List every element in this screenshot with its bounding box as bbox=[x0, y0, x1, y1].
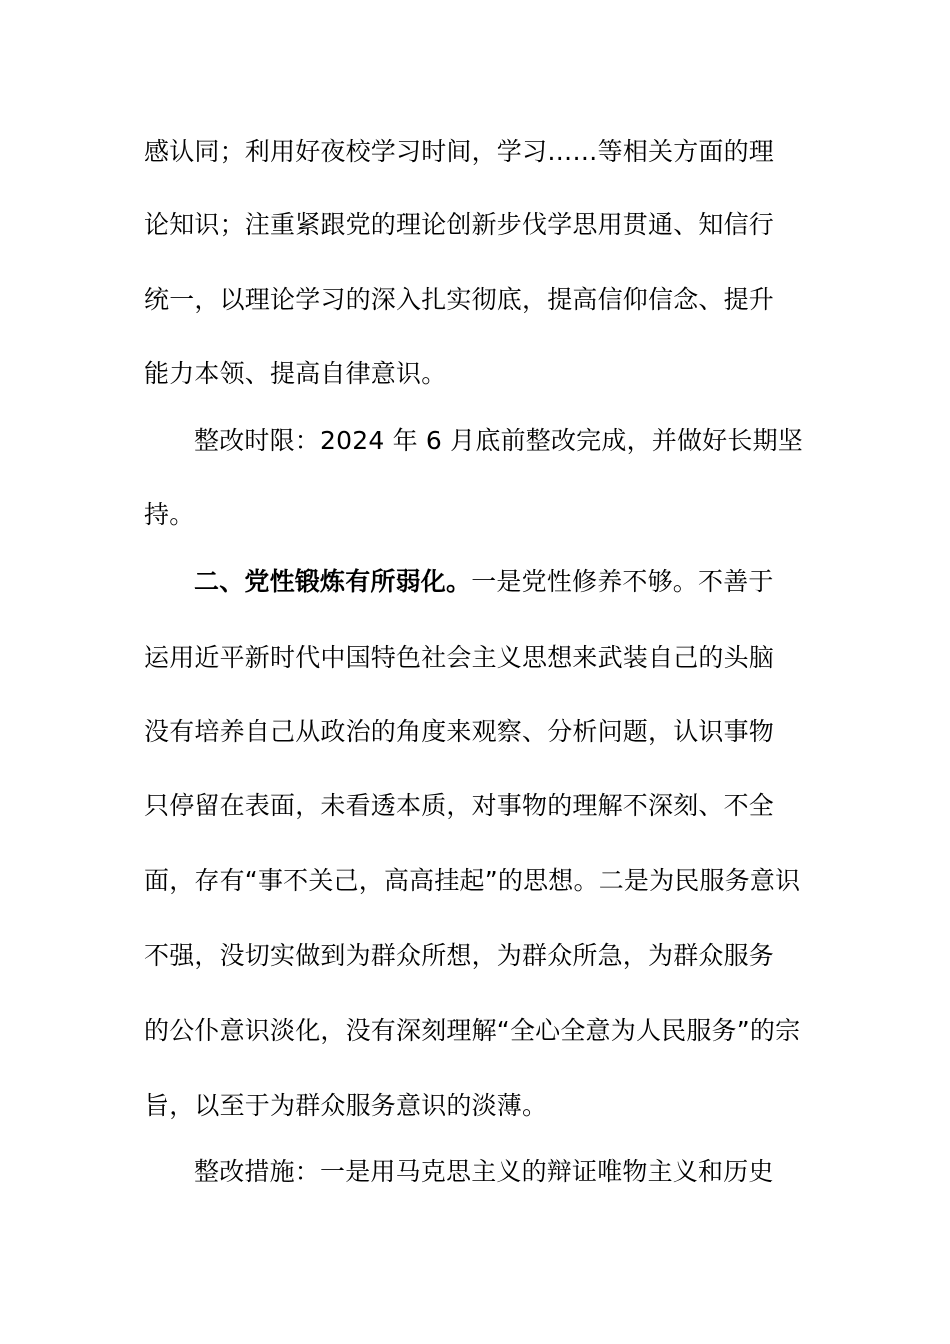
paragraph-line: 论知识；注重紧跟党的理论创新步伐学思用贯通、知信行 bbox=[144, 210, 775, 239]
paragraph-line: 旨，以至于为群众服务意识的淡薄。 bbox=[144, 1091, 548, 1120]
paragraph-line: 不强，没切实做到为群众所想，为群众所急，为群众服务 bbox=[144, 941, 775, 970]
paragraph-line: 感认同；利用好夜校学习时间，学习……等相关方面的理 bbox=[144, 137, 775, 166]
section-heading-line bbox=[194, 564, 824, 600]
measures-line: 整改措施：一是用马克思主义的辩证唯物主义和历史 bbox=[194, 1157, 774, 1186]
deadline-line: 持。 bbox=[144, 500, 195, 529]
paragraph-line: 运用近平新时代中国特色社会主义思想来武装自己的头脑 bbox=[144, 643, 775, 672]
section-heading-continuation: 一是党性修养不够。不善于 bbox=[471, 567, 774, 596]
section-heading: 二、党性锻炼有所弱化。 bbox=[194, 567, 472, 596]
paragraph-line: 能力本领、提高自律意识。 bbox=[144, 359, 447, 388]
paragraph-line: 没有培养自己从政治的角度来观察、分析问题，认识事物 bbox=[144, 717, 775, 746]
paragraph-line: 的公仆意识淡化，没有深刻理解“全心全意为人民服务”的宗 bbox=[144, 1016, 801, 1045]
deadline-line: 整改时限：2024 年 6 月底前整改完成，并做好长期坚 bbox=[194, 426, 803, 455]
paragraph-line: 只停留在表面，未看透本质，对事物的理解不深刻、不全 bbox=[144, 791, 775, 820]
paragraph-line: 面，存有“事不关己，高高挂起”的思想。二是为民服务意识 bbox=[144, 866, 801, 895]
paragraph-line: 统一，以理论学习的深入扎实彻底，提高信仰信念、提升 bbox=[144, 285, 775, 314]
